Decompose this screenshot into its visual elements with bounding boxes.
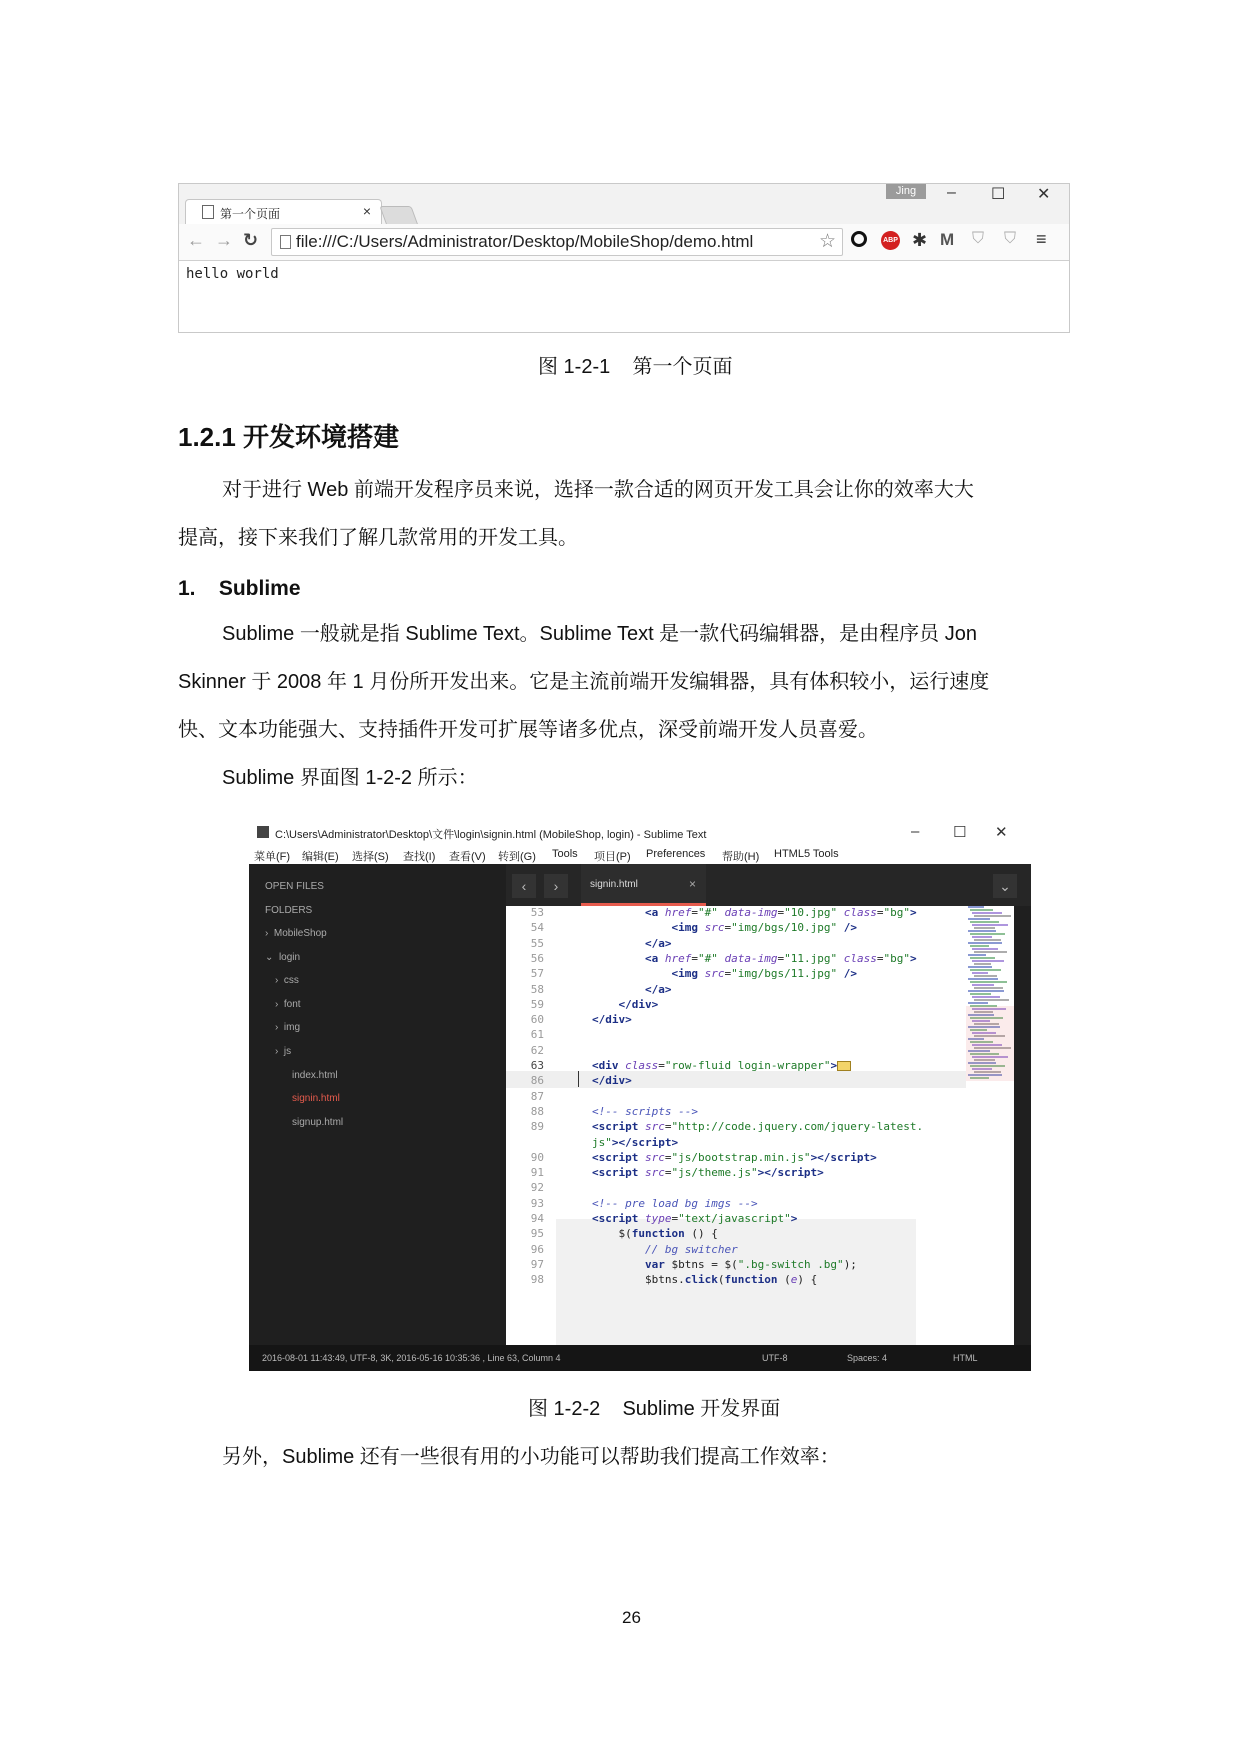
sublime-window-screenshot: [249, 822, 1031, 1371]
document-icon: [202, 205, 214, 219]
browser-toolbar: [179, 224, 1069, 261]
minimap-stroke: [974, 939, 1001, 941]
address-bar[interactable]: [271, 228, 843, 256]
status-syntax[interactable]: HTML: [953, 1353, 978, 1363]
sidebar-item-font[interactable]: [275, 999, 301, 1010]
minimap-stroke: [972, 996, 1000, 998]
line-number-gutter: [506, 906, 556, 1345]
minimap-stroke: [968, 918, 990, 920]
menu-html5-tools[interactable]: HTML5 Tools: [774, 848, 839, 860]
menu-view[interactable]: 查看(V): [449, 851, 486, 863]
minimap-stroke: [968, 966, 992, 968]
code-line: </div>: [618, 997, 659, 1011]
minimap-stroke: [972, 960, 1004, 962]
code-line: <img src="img/bgs/10.jpg" />: [671, 921, 857, 935]
close-tab-icon[interactable]: ×: [362, 203, 371, 219]
sidebar-item-signin-html[interactable]: signin.html: [292, 1093, 340, 1104]
close-window-button[interactable]: ✕: [1037, 186, 1051, 203]
minimap-stroke: [970, 921, 999, 923]
code-line: </div>: [592, 1074, 632, 1088]
minimap[interactable]: [966, 906, 1014, 1345]
sidebar-item-js[interactable]: [275, 1046, 291, 1057]
line-number: 94: [530, 1212, 544, 1225]
line-number: 63: [530, 1059, 544, 1072]
code-line: <!-- scripts -->: [592, 1104, 698, 1118]
close-window-button[interactable]: ✕: [995, 824, 1008, 841]
line-number: 96: [530, 1242, 544, 1256]
status-info: 2016-08-01 11:43:49, UTF-8, 3K, 2016-05-16 10:35:36 , Line 63, Column 4: [262, 1353, 561, 1363]
browser-window-screenshot: [178, 183, 1070, 333]
sidebar-item-signup-html[interactable]: signup.html: [292, 1117, 344, 1128]
sidebar-item-img[interactable]: [275, 1022, 300, 1033]
minimap-stroke: [972, 972, 988, 974]
minimap-viewport[interactable]: [966, 1006, 1014, 1081]
sidebar-item-label: img: [283, 1022, 301, 1033]
line-number: 98: [530, 1273, 544, 1287]
close-tab-icon[interactable]: ×: [688, 877, 696, 891]
intro-paragraph-line: 对于进行 Web 前端开发程序员来说，选择一款合适的网页开发工具会让你的效率大大: [222, 479, 974, 501]
minimap-stroke: [972, 948, 998, 950]
description-line: Skinner 于 2008 年 1 月份所开发出来。它是主流前端开发编辑器，具有体积较小，运行速度: [178, 671, 990, 693]
line-number: 60: [530, 1013, 544, 1027]
minimap-stroke: [972, 912, 1002, 914]
intro-paragraph-line: 提高，接下来我们了解几款常用的开发工具。: [178, 527, 578, 549]
menu-find[interactable]: 查找(I): [403, 851, 436, 863]
minimap-stroke: [970, 933, 1005, 935]
code-line: </a>: [644, 936, 672, 950]
line-number: 92: [530, 1181, 544, 1195]
item-heading: 1. Sublime: [178, 577, 301, 600]
status-bar: [249, 1345, 1031, 1371]
chevron-down-icon: ⌄: [265, 952, 274, 963]
sidebar-item-label: css: [283, 975, 299, 986]
chevron-right-icon: ›: [275, 1022, 279, 1033]
minimap-stroke: [970, 969, 1001, 971]
code-line: <script src="http://code.jquery.com/jquery-latest.: [592, 1120, 924, 1134]
tab-prev-button[interactable]: ‹: [512, 874, 536, 898]
line-number: 97: [530, 1257, 544, 1271]
sidebar-item-css[interactable]: [275, 975, 299, 986]
code-line: </div>: [592, 1013, 632, 1027]
minimap-stroke: [972, 936, 992, 938]
minimap-stroke: [968, 954, 986, 956]
minimap-stroke: [972, 924, 1008, 926]
code-line: <img src="img/bgs/11.jpg" />: [671, 967, 857, 981]
minimap-stroke: [970, 909, 993, 911]
figure-caption-2: 图 1-2-2 Sublime 开发界面: [528, 1398, 781, 1420]
line-number: 55: [530, 936, 544, 950]
tab-next-button[interactable]: ›: [544, 874, 568, 898]
code-line: $(function () {: [592, 1227, 718, 1241]
code-line: <div class="row-fluid login-wrapper">: [592, 1059, 851, 1072]
minimap-stroke: [968, 930, 996, 932]
line-number: 88: [530, 1104, 544, 1118]
menu-selection[interactable]: 选择(S): [352, 851, 389, 863]
code-line: </a>: [644, 982, 672, 996]
browser-tab[interactable]: [185, 199, 382, 225]
code-line: <script src="js/theme.js"></script>: [592, 1166, 824, 1180]
adblock-icon[interactable]: ABP: [881, 231, 900, 250]
minimap-stroke: [974, 963, 991, 965]
menu-goto[interactable]: 转到(G): [498, 851, 536, 863]
minimap-stroke: [970, 993, 991, 995]
sidebar-open-files-header: OPEN FILES: [265, 881, 324, 892]
current-line-highlight: [506, 1071, 966, 1088]
figure-reference: Sublime 界面图 1-2-2 所示：: [222, 767, 478, 789]
code-line: <a href="#" data-img="10.jpg" class="bg">: [644, 906, 917, 919]
bookmark-star-icon[interactable]: ☆: [818, 231, 836, 252]
line-number: 54: [530, 921, 544, 935]
menu-help[interactable]: 帮助(H): [722, 851, 760, 863]
description-line: Sublime 一般就是指 Sublime Text。Sublime Text 是一款代码编辑器，是由程序员 Jon: [222, 623, 977, 645]
code-line: // bg switcher: [644, 1242, 738, 1256]
code-line: $btns.click(function (e) {: [592, 1273, 818, 1287]
address-url: file:///C:/Users/Administrator/Desktop/MobileShop/demo.html: [296, 232, 754, 251]
closing-paragraph: 另外，Sublime 还有一些很有用的小功能可以帮助我们提高工作效率：: [222, 1446, 840, 1468]
section-heading: 1.2.1 开发环境搭建: [178, 422, 400, 452]
line-number: 61: [530, 1028, 544, 1042]
minimap-stroke: [974, 927, 995, 929]
line-number: 91: [530, 1166, 544, 1180]
line-number: 89: [530, 1120, 544, 1134]
gear-icon[interactable]: ✱: [912, 230, 928, 250]
menu-tools[interactable]: Tools: [552, 848, 578, 860]
minimize-button[interactable]: –: [947, 184, 956, 201]
shield-check-icon[interactable]: ⛉: [1004, 230, 1017, 247]
maximize-button[interactable]: ☐: [953, 824, 967, 841]
minimap-stroke: [974, 999, 1009, 1001]
mail-icon[interactable]: M: [940, 230, 955, 249]
menu-icon[interactable]: ≡: [1036, 229, 1047, 249]
new-tab-button[interactable]: [379, 206, 418, 226]
chevron-right-icon: ›: [265, 928, 269, 939]
menu-file[interactable]: 菜单(F): [254, 851, 291, 863]
line-number: 90: [530, 1150, 544, 1164]
minimap-stroke: [974, 975, 997, 977]
code-line: <script type="text/javascript">: [592, 1212, 798, 1225]
browser-tabbar: [179, 184, 1069, 224]
code-line: <script src="js/bootstrap.min.js"></script>: [592, 1150, 877, 1164]
minimap-stroke: [972, 984, 994, 986]
line-number: 58: [530, 982, 544, 996]
minimap-stroke: [970, 981, 1007, 983]
sidebar-item-label: js: [283, 1046, 292, 1057]
line-number: 57: [530, 967, 544, 981]
minimap-stroke: [968, 906, 984, 908]
minimap-stroke: [968, 990, 1004, 992]
sidebar-item-mobileshop[interactable]: [265, 928, 327, 939]
code-line: <!-- pre load bg imgs -->: [592, 1196, 758, 1210]
sidebar-item-login[interactable]: [265, 952, 300, 963]
minimap-stroke: [968, 978, 998, 980]
tab-label: signin.html: [590, 879, 638, 890]
text-cursor: [578, 1071, 579, 1087]
sublime-titlebar: [249, 822, 1031, 844]
line-number: 87: [530, 1089, 544, 1103]
minimap-stroke: [968, 942, 1002, 944]
status-indentation[interactable]: Spaces: 4: [847, 1353, 888, 1363]
maximize-button[interactable]: ☐: [991, 186, 1006, 203]
chevron-right-icon: ›: [275, 1046, 279, 1057]
minimap-stroke: [974, 987, 1003, 989]
figure-caption-1: 图 1-2-1 第一个页面: [538, 356, 733, 378]
circle-extension-icon[interactable]: [851, 231, 867, 247]
description-line: 快、文本功能强大、支持插件开发可扩展等诸多优点，深受前端开发人员喜爱。: [178, 719, 878, 741]
reload-icon[interactable]: ↻: [243, 230, 259, 250]
user-badge[interactable]: Jing: [886, 184, 926, 199]
sublime-window-title: C:\Users\Administrator\Desktop\文件\login\signin.html (MobileShop, login) - Sublime Text: [275, 829, 707, 841]
back-icon[interactable]: ←: [187, 230, 205, 250]
line-number: 53: [530, 906, 544, 919]
sublime-menubar: [249, 844, 1031, 864]
menu-preferences[interactable]: Preferences: [646, 848, 706, 860]
forward-icon[interactable]: →: [215, 230, 233, 250]
minimap-stroke: [970, 945, 989, 947]
minimap-stroke: [974, 951, 1007, 953]
chevron-right-icon: ›: [275, 975, 279, 986]
line-number: 59: [530, 997, 544, 1011]
line-number: 62: [530, 1043, 544, 1057]
menu-project[interactable]: 项目(P): [594, 851, 631, 863]
editor-tabstrip: [506, 864, 1031, 906]
browser-tab-title: 第一个页面: [220, 207, 281, 221]
line-number: 86: [530, 1074, 544, 1088]
editor-scrollbar-area[interactable]: [1014, 906, 1031, 1345]
minimap-stroke: [970, 957, 995, 959]
sidebar-folders-header: FOLDERS: [265, 905, 313, 916]
chevron-right-icon: ›: [275, 999, 279, 1010]
shield-icon[interactable]: ⛉: [972, 230, 985, 247]
code-line: var $btns = $(".bg-switch .bg");: [644, 1257, 857, 1271]
tab-signin-html[interactable]: [581, 864, 706, 906]
page-content: hello world: [186, 266, 279, 282]
minimap-stroke: [974, 915, 1011, 917]
sidebar-item-label: font: [283, 999, 301, 1010]
page-number: 26: [622, 1608, 641, 1627]
line-number: 95: [530, 1227, 544, 1241]
sidebar-item-label: login: [278, 952, 301, 963]
sidebar-item-index-html[interactable]: index.html: [292, 1070, 338, 1081]
line-number: 56: [530, 951, 544, 965]
menu-edit[interactable]: 编辑(E): [302, 851, 339, 863]
minimize-button[interactable]: –: [911, 823, 920, 840]
status-encoding[interactable]: UTF-8: [762, 1353, 788, 1363]
minimap-stroke: [968, 1002, 988, 1004]
page-icon: [280, 235, 291, 249]
tab-list-dropdown[interactable]: ⌄: [993, 874, 1017, 898]
code-line: js"></script>: [592, 1135, 679, 1149]
code-editor[interactable]: [506, 906, 966, 1345]
line-number: 93: [530, 1196, 544, 1210]
sidebar: [249, 864, 506, 1345]
sublime-app-icon: [257, 826, 269, 838]
code-line: <a href="#" data-img="11.jpg" class="bg">: [644, 951, 917, 965]
sidebar-item-label: MobileShop: [273, 928, 327, 939]
